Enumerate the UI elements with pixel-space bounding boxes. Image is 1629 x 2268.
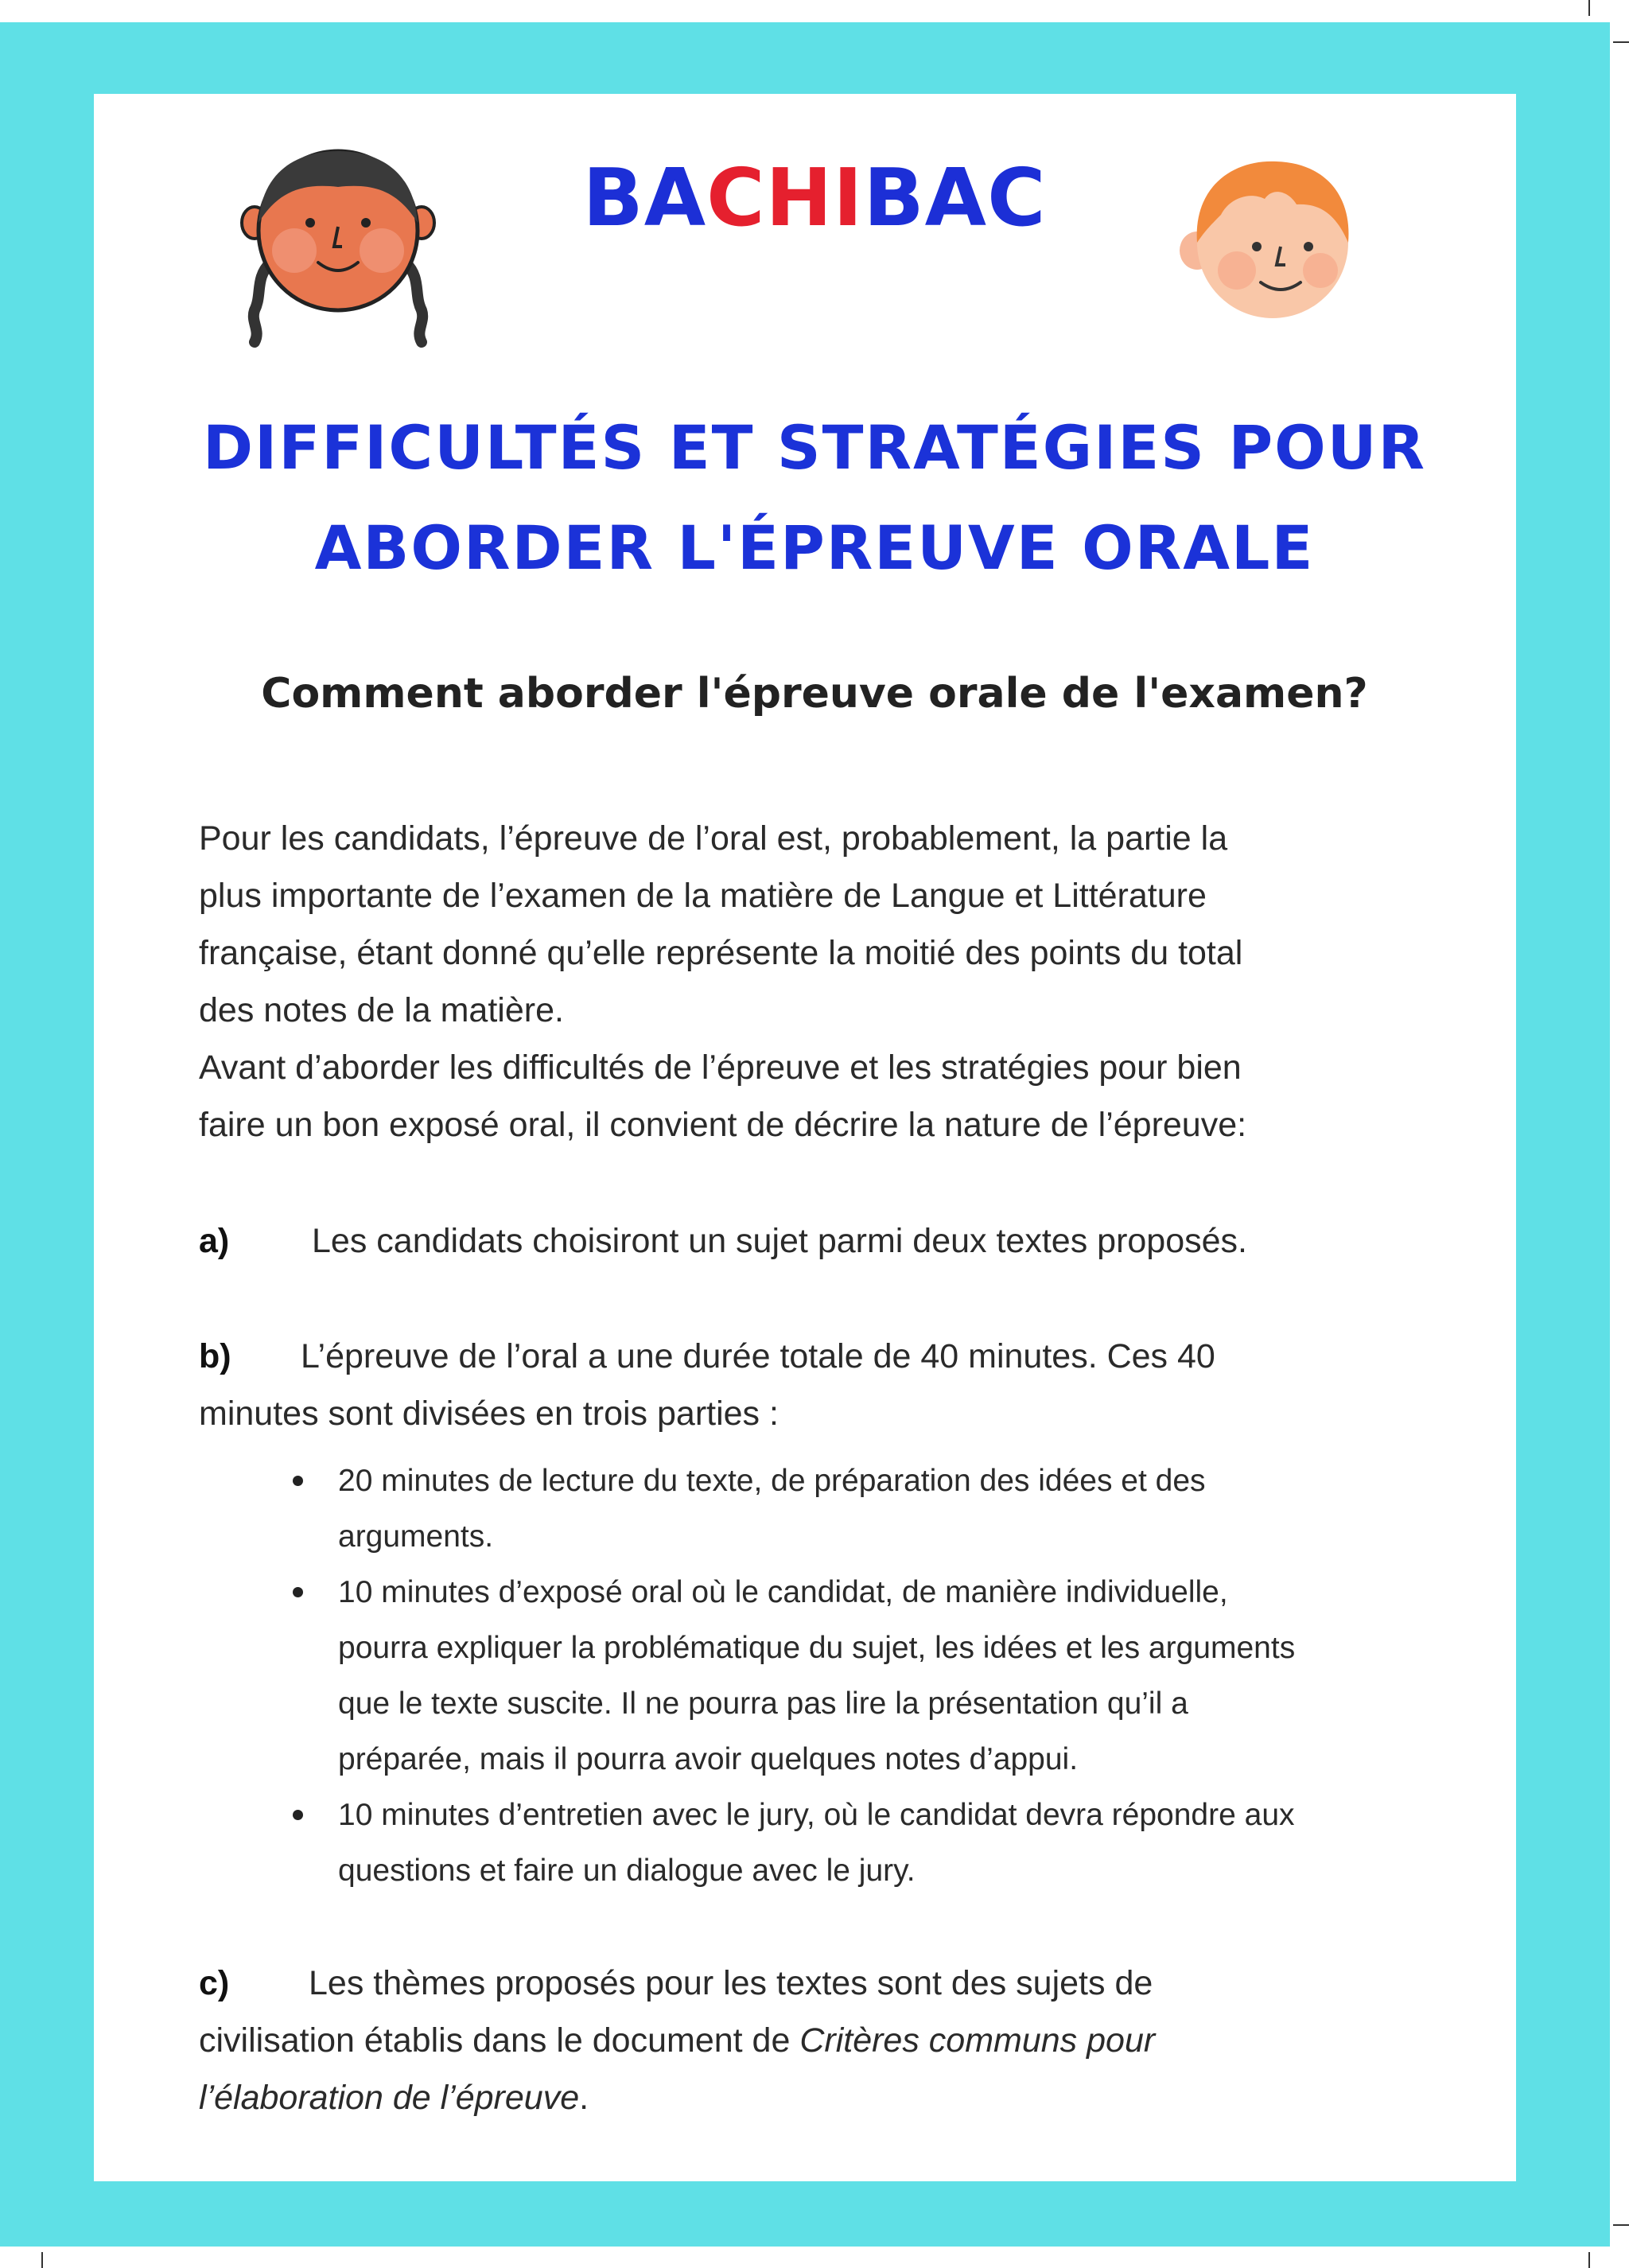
list-item xyxy=(294,1788,1432,1899)
document-title-italic: Critères communs pour xyxy=(799,2021,1156,2060)
intro-paragraph xyxy=(199,810,1456,1153)
bullet-icon xyxy=(293,1810,303,1820)
text-line: préparée, mais il pourra avoir quelques notes d’appui. xyxy=(338,1742,1079,1776)
point-text: L’épreuve de l’oral a une durée totale de 40 minutes. Ces 40 xyxy=(301,1337,1215,1375)
text-line: 20 minutes de lecture du texte, de préparation des idées et des xyxy=(338,1464,1206,1498)
text-line: 10 minutes d’exposé oral où le candidat, de manière individuelle, xyxy=(338,1575,1228,1609)
crop-mark xyxy=(1588,0,1590,16)
crop-mark xyxy=(1613,41,1629,43)
section-heading: Comment aborder l'épreuve orale de l'examen? xyxy=(261,670,1368,718)
point-c xyxy=(199,1955,1456,2126)
text-line: pourra expliquer la problématique du sujet, les idées et les arguments xyxy=(338,1631,1296,1665)
text-line: Avant d’aborder les difficultés de l’épreuve et les stratégies pour bien xyxy=(199,1048,1242,1087)
crop-mark xyxy=(41,2252,43,2268)
point-text: Les candidats choisiront un sujet parmi deux textes proposés. xyxy=(312,1222,1247,1260)
page-title xyxy=(0,398,1629,598)
brand-part: BAC xyxy=(863,151,1047,244)
text-line: française, étant donné qu’elle représente la moitié des points du total xyxy=(199,934,1243,972)
point-a xyxy=(199,1212,1456,1270)
crop-mark xyxy=(1613,2224,1629,2226)
text-line: Pour les candidats, l’épreuve de l’oral est, probablement, la partie la xyxy=(199,819,1228,858)
crop-mark xyxy=(1588,2252,1590,2268)
text-line: faire un bon exposé oral, il convient de décrire la nature de l’épreuve: xyxy=(199,1106,1247,1144)
text-line: arguments. xyxy=(338,1519,494,1554)
bullet-icon xyxy=(293,1476,303,1486)
document-title-italic: l’élaboration de l’épreuve xyxy=(199,2079,580,2117)
point-b xyxy=(199,1328,1456,1442)
point-letter: a) xyxy=(199,1222,230,1260)
brand-part: BA xyxy=(582,151,707,244)
point-text: Les thèmes proposés pour les textes sont des sujets de xyxy=(309,1964,1153,2002)
point-letter: c) xyxy=(199,1964,230,2002)
text-line: 10 minutes d’entretien avec le jury, où le candidat devra répondre aux xyxy=(338,1798,1295,1832)
list-item xyxy=(294,1453,1432,1565)
bullet-icon xyxy=(293,1587,303,1597)
brand-logo xyxy=(0,151,1629,244)
text-line: des notes de la matière. xyxy=(199,991,564,1029)
brand-part: CHI xyxy=(706,151,864,244)
point-text: minutes sont divisées en trois parties : xyxy=(199,1395,779,1433)
page-title-line: DIFFICULTÉS ET STRATÉGIES POUR xyxy=(202,412,1427,483)
list-item xyxy=(294,1565,1432,1788)
text-line: que le texte suscite. Il ne pourra pas lire la présentation qu’il a xyxy=(338,1686,1188,1721)
point-text: . xyxy=(579,2079,589,2117)
text-line: plus importante de l’examen de la matière de Langue et Littérature xyxy=(199,877,1207,915)
bullet-list xyxy=(294,1453,1432,1899)
page-title-line: ABORDER L'ÉPREUVE ORALE xyxy=(314,512,1315,583)
text-line: questions et faire un dialogue avec le jury. xyxy=(338,1854,916,1888)
point-text: civilisation établis dans le document de xyxy=(199,2021,800,2060)
point-letter: b) xyxy=(199,1337,231,1375)
